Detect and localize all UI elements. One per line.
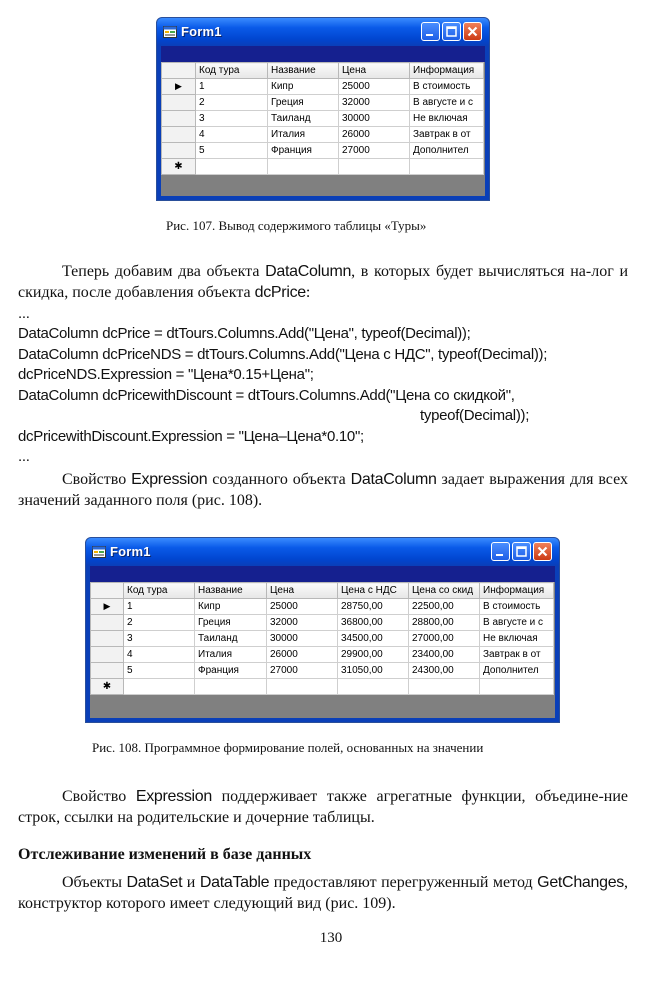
grid-corner[interactable] [91,583,124,599]
code-line: DataColumn dcPriceNDS = dtTours.Columns.Add("Цена с НДС", typeof(Decimal)); [18,346,548,363]
table-row[interactable] [91,663,554,679]
grid-cell[interactable]: Греция [268,95,339,111]
column-header[interactable]: Цена со скид [409,583,480,599]
grid-cell[interactable]: 29900,00 [338,647,409,663]
table-row[interactable] [91,647,554,663]
grid-cell[interactable]: 32000 [339,95,410,111]
minimize-button[interactable] [491,542,510,561]
code-line: typeof(Decimal)); [420,407,530,424]
code-line: DataColumn dcPricewithDiscount = dtTours.Columns.Add("Цена со скидкой", [18,387,515,404]
window-title-bar[interactable] [157,18,489,46]
grid-cell[interactable]: Кипр [195,599,267,615]
code-line: dcPricewithDiscount.Expression = "Цена–Цена*0.10"; [18,428,364,445]
maximize-button[interactable] [442,22,461,41]
new-row-icon: ✱ [174,161,183,172]
grid-cell[interactable]: 4 [124,647,195,663]
grid-cell[interactable]: Завтрак в от [410,127,484,143]
new-row[interactable] [91,679,554,695]
grid-cell[interactable]: Франция [195,663,267,679]
paragraph-text: , конструктор которого имеет следующий вид (рис. 109). [18,874,629,912]
code-line: DataColumn dcPrice = dtTours.Columns.Add("Цена", typeof(Decimal)); [18,325,471,342]
grid-corner[interactable] [162,63,196,79]
table-row[interactable] [91,615,554,631]
table-row[interactable] [162,79,484,95]
grid-cell[interactable]: 27000 [267,663,338,679]
section-heading: Отслеживание изменений в базе данных [18,846,312,863]
column-header[interactable]: Цена с НДС [338,583,409,599]
code-identifier: dcPrice [254,284,306,301]
grid-cell[interactable]: 1 [196,79,268,95]
grid-cell[interactable]: 36800,00 [338,615,409,631]
paragraph-text: Свойство [62,788,136,805]
page-number: 130 [319,930,343,946]
grid-cell[interactable]: 1 [124,599,195,615]
close-icon [464,23,481,40]
grid-cell[interactable] [267,679,338,695]
row-header[interactable] [162,111,196,127]
row-header[interactable] [91,647,124,663]
grid-cell[interactable] [124,679,195,695]
row-header[interactable] [162,127,196,143]
column-header[interactable]: Код тура [196,63,268,79]
tours-data-grid[interactable] [90,582,554,695]
form-app-icon [163,26,177,38]
code-identifier: Expression [131,471,208,488]
paragraph-text: задает выражения для всех значений заданного поля (рис. 108). [18,471,628,509]
table-row[interactable] [91,599,554,615]
grid-cell[interactable] [196,159,268,175]
grid-cell[interactable]: 25000 [267,599,338,615]
minimize-icon [422,23,439,40]
paragraph-text: Свойство [62,471,132,488]
grid-cell[interactable]: В августе и с [410,95,484,111]
grid-cell[interactable]: 27000,00 [409,631,480,647]
grid-cell[interactable]: Не включая [480,631,554,647]
code-identifier: GetChanges [537,874,625,891]
row-header[interactable] [91,663,124,679]
grid-cell[interactable]: Дополнител [410,143,484,159]
grid-cell[interactable]: 23400,00 [409,647,480,663]
row-header[interactable] [162,79,196,95]
row-header[interactable] [162,159,196,175]
code-line: ... [18,305,30,322]
column-header[interactable]: Название [195,583,267,599]
table-row[interactable] [91,631,554,647]
code-identifier: Expression [135,788,212,805]
window-title: Form1 [110,544,151,559]
grid-cell[interactable]: В стоимость [480,599,554,615]
grid-header-row [91,583,554,599]
grid-cell[interactable]: Дополнител [480,663,554,679]
paragraph-text: предоставляют перегруженный метод [269,874,538,891]
paragraph-text: Объекты [62,874,127,891]
window-title: Form1 [181,24,222,39]
table-row[interactable] [162,143,484,159]
paragraph [18,872,628,914]
table-row[interactable] [162,111,484,127]
grid-cell[interactable] [268,159,339,175]
code-line: ... [18,448,30,465]
paragraph-text: Теперь добавим два объекта [62,263,266,280]
table-row[interactable] [162,127,484,143]
column-header[interactable]: Цена [339,63,410,79]
grid-cell[interactable]: 34500,00 [338,631,409,647]
grid-header-row [162,63,484,79]
form-client-area [90,566,555,718]
close-button[interactable] [533,542,552,561]
grid-cell[interactable]: 24300,00 [409,663,480,679]
row-header[interactable] [91,599,124,615]
grid-cell[interactable]: 2 [124,615,195,631]
row-header[interactable] [91,679,124,695]
grid-cell[interactable]: В стоимость [410,79,484,95]
grid-caption-bar [90,566,555,582]
window-title-bar[interactable] [86,538,559,566]
row-header[interactable] [91,631,124,647]
form1-window-fig108 [85,537,560,723]
column-header[interactable]: Цена [267,583,338,599]
code-identifier: DataColumn [350,471,437,488]
grid-cell[interactable]: В августе и с [480,615,554,631]
grid-cell[interactable]: 25000 [339,79,410,95]
row-header[interactable] [91,615,124,631]
form-app-icon [92,546,106,558]
grid-cell[interactable] [480,679,554,695]
form1-window-fig107 [156,17,490,201]
grid-cell[interactable]: Не включая [410,111,484,127]
close-button[interactable] [463,22,482,41]
code-line: dcPriceNDS.Expression = "Цена*0.15+Цена"; [18,366,314,383]
paragraph-text: поддерживает также агрегатные функции, объедине-ние строк, ссылки на родительские и дочерние таблицы. [18,788,629,826]
grid-cell[interactable] [339,159,410,175]
figure-caption: Рис. 107. Вывод содержимого таблицы «Туры» [166,218,427,233]
grid-cell[interactable]: Кипр [268,79,339,95]
column-header[interactable]: Код тура [124,583,195,599]
code-identifier: DataTable [199,874,270,891]
grid-cell[interactable] [338,679,409,695]
grid-cell[interactable]: 31050,00 [338,663,409,679]
grid-cell[interactable]: 4 [196,127,268,143]
grid-cell[interactable]: 30000 [339,111,410,127]
minimize-button[interactable] [421,22,440,41]
grid-cell[interactable]: 5 [196,143,268,159]
maximize-icon [513,543,530,560]
grid-cell[interactable] [195,679,267,695]
column-header[interactable]: Название [268,63,339,79]
grid-cell[interactable]: 22500,00 [409,599,480,615]
row-pointer-icon: ▶ [175,81,182,91]
tours-data-grid[interactable] [161,62,484,175]
new-row[interactable] [162,159,484,175]
row-header[interactable] [162,95,196,111]
column-header[interactable]: Информация [410,63,484,79]
paragraph [18,469,628,511]
grid-cell[interactable]: 30000 [267,631,338,647]
grid-cell[interactable]: 3 [124,631,195,647]
grid-cell[interactable]: Франция [268,143,339,159]
grid-cell[interactable]: 27000 [339,143,410,159]
paragraph-text: созданного объекта [207,471,351,488]
column-header[interactable]: Информация [480,583,554,599]
row-pointer-icon: ▶ [103,601,111,611]
grid-cell[interactable]: 2 [196,95,268,111]
form-client-area [161,46,485,196]
grid-cell[interactable]: 32000 [267,615,338,631]
paragraph-text: , в которых будет вычисляться на-лог и скидка, после добавления объекта [18,263,629,301]
maximize-button[interactable] [512,542,531,561]
maximize-icon [443,23,460,40]
paragraph [18,261,628,303]
grid-cell[interactable]: Таиланд [195,631,267,647]
grid-cell[interactable]: Таиланд [268,111,339,127]
grid-cell[interactable]: 28800,00 [409,615,480,631]
paragraph-text: и [182,874,200,891]
grid-cell[interactable]: 3 [196,111,268,127]
grid-cell[interactable]: Греция [195,615,267,631]
table-row[interactable] [162,95,484,111]
grid-cell[interactable]: 26000 [267,647,338,663]
new-row-icon: ✱ [102,681,112,692]
grid-cell[interactable]: Италия [268,127,339,143]
minimize-icon [492,543,509,560]
paragraph-text: : [305,284,311,301]
figure-caption: Рис. 108. Программное формирование полей, основанных на значении [92,740,484,755]
row-header[interactable] [162,143,196,159]
grid-caption-bar [161,46,485,62]
grid-cell[interactable]: 28750,00 [338,599,409,615]
grid-cell[interactable]: 5 [124,663,195,679]
grid-cell[interactable]: Завтрак в от [480,647,554,663]
grid-cell[interactable] [410,159,484,175]
grid-cell[interactable] [409,679,480,695]
code-identifier: DataColumn [265,263,352,280]
grid-cell[interactable]: Италия [195,647,267,663]
grid-cell[interactable]: 26000 [339,127,410,143]
paragraph [18,786,628,828]
code-identifier: DataSet [126,874,183,891]
close-icon [534,543,551,560]
